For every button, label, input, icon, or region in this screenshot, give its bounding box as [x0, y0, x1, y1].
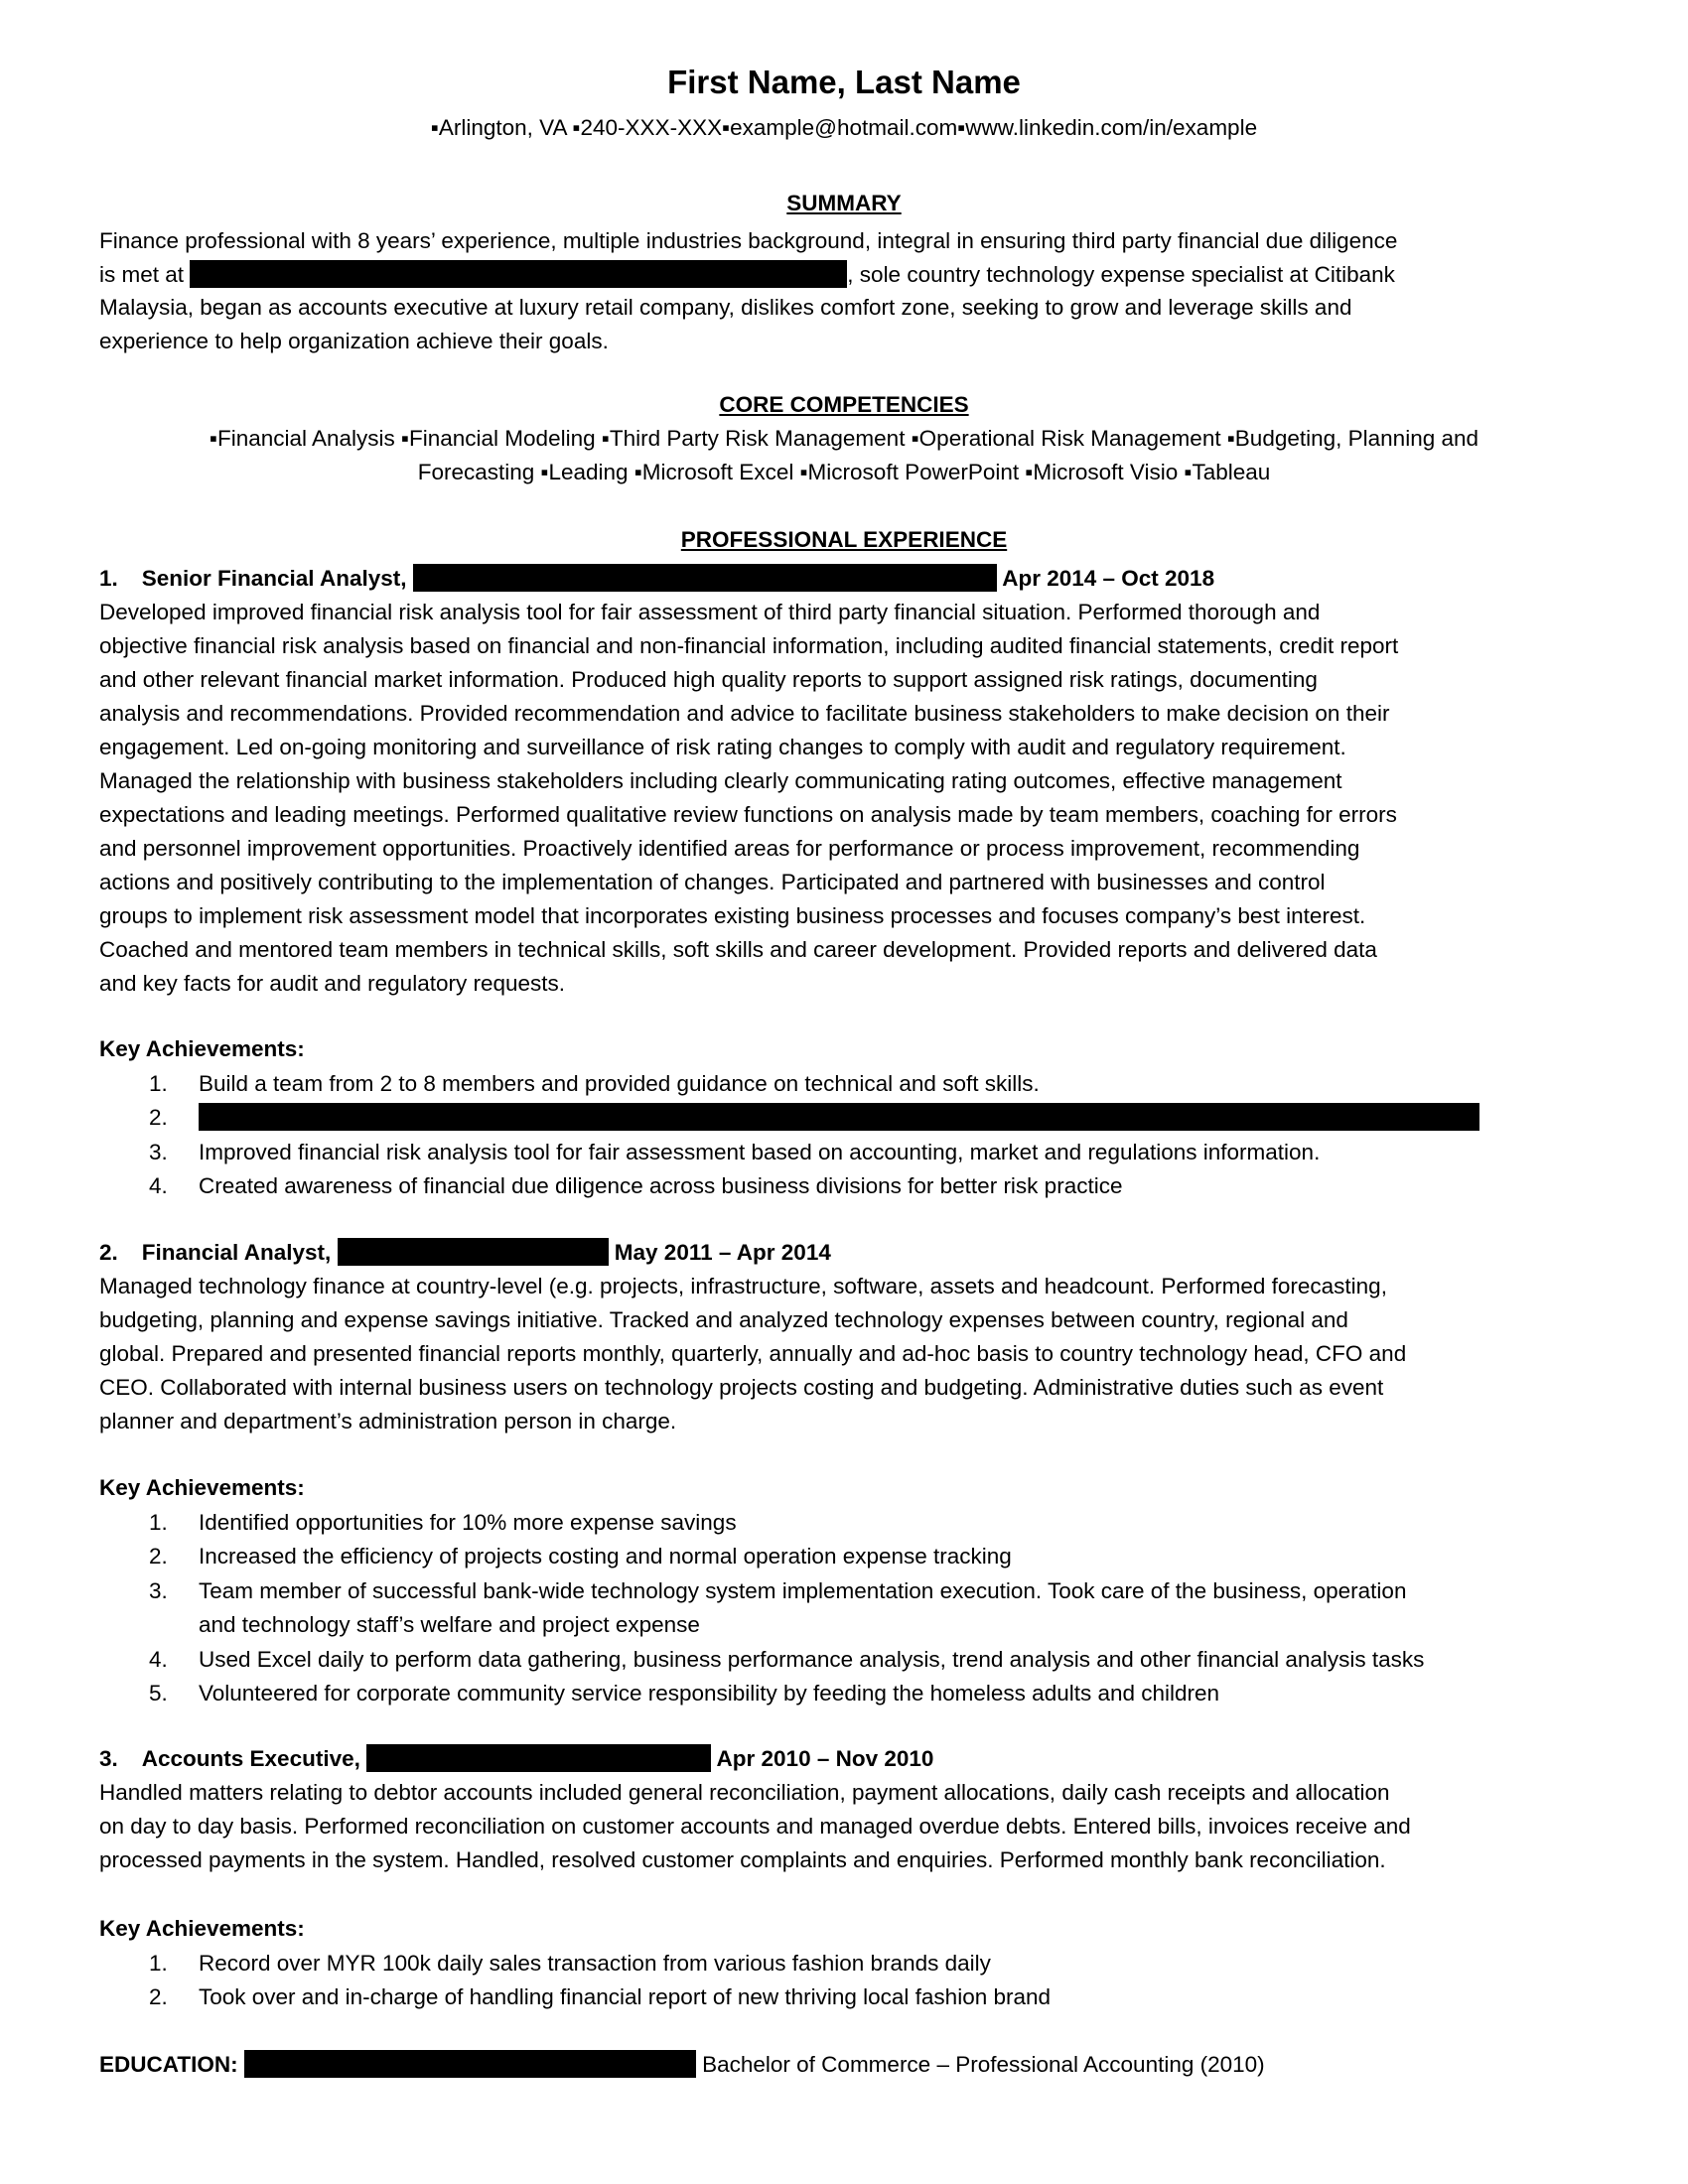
achievement-item [0, 1643, 1688, 1677]
achievement-number: 4. [149, 1646, 168, 1672]
key-achievements-label: Key Achievements: [99, 1916, 305, 1941]
achievement-text: Used Excel daily to perform data gathering, business performance analysis, trend analysis and other financial analysis tasks [199, 1646, 1425, 1672]
competencies-heading: CORE COMPETENCIES [719, 392, 969, 417]
job-description-line: Developed improved financial risk analysis tool for fair assessment of third party financial situation. Performed thorough and [99, 600, 1321, 624]
achievement-number: 2. [149, 1984, 168, 2009]
summary-text: is met at [99, 262, 185, 287]
achievement-item [0, 1574, 1688, 1608]
key-achievements-label: Key Achievements: [99, 1475, 305, 1500]
achievement-number: 3. [149, 1577, 168, 1603]
competencies-line: Forecasting ▪Leading ▪Microsoft Excel ▪Microsoft PowerPoint ▪Microsoft Visio ▪Tableau [417, 460, 1271, 484]
achievement-item [0, 1608, 1688, 1642]
job-title: Accounts Executive, [141, 1746, 360, 1771]
redacted-block [366, 1744, 711, 1772]
job-header [99, 562, 1214, 596]
job-description-line: engagement. Led on-going monitoring and surveillance of risk rating changes to comply with audit and regulatory requirement. [99, 735, 1346, 759]
summary-line [99, 258, 1395, 292]
redacted-block [244, 2050, 696, 2078]
candidate-name: First Name, Last Name [667, 64, 1021, 100]
achievement-item [0, 1136, 1688, 1169]
job-description-line: on day to day basis. Performed reconciliation on customer accounts and managed overdue debts. Entered bills, invoices receive and [99, 1814, 1411, 1839]
job-title: Financial Analyst, [141, 1240, 332, 1265]
achievement-number: 2. [149, 1544, 168, 1569]
achievement-number: 4. [149, 1173, 168, 1198]
achievement-text: Team member of successful bank-wide technology system implementation execution. Took care of the business, operation [199, 1577, 1407, 1603]
education-label: EDUCATION: [99, 2052, 238, 2077]
job-description-line: CEO. Collaborated with internal business users on technology projects costing and budgeting. Administrative duties such as event [99, 1375, 1384, 1400]
summary-line: Finance professional with 8 years’ experience, multiple industries background, integral in ensuring third party financial due diligence [99, 228, 1398, 253]
achievement-number: 1. [149, 1950, 168, 1976]
job-dates: May 2011 – Apr 2014 [614, 1240, 831, 1265]
redacted-block [413, 564, 997, 592]
job-dates: Apr 2010 – Nov 2010 [716, 1746, 934, 1771]
job-number: 2. [99, 1240, 118, 1265]
contact-info: ▪Arlington, VA ▪240-XXX-XXX▪example@hotmail.com▪www.linkedin.com/in/example [430, 115, 1258, 140]
achievement-item [0, 1067, 1688, 1101]
summary-line: experience to help organization achieve their goals. [99, 329, 609, 353]
achievement-item [0, 1677, 1688, 1710]
job-number: 1. [99, 566, 118, 591]
achievement-number: 3. [149, 1139, 168, 1164]
achievement-number: 5. [149, 1681, 168, 1706]
achievement-number: 1. [149, 1070, 168, 1096]
achievement-text: Build a team from 2 to 8 members and provided guidance on technical and soft skills. [199, 1070, 1040, 1096]
job-header [99, 1236, 831, 1270]
achievement-text: Identified opportunities for 10% more expense savings [199, 1509, 737, 1535]
achievement-text: Record over MYR 100k daily sales transaction from various fashion brands daily [199, 1950, 991, 1976]
job-description-line: and personnel improvement opportunities. Proactively identified areas for performance or process improvement, recommending [99, 836, 1360, 861]
education-degree: Bachelor of Commerce – Professional Accounting (2010) [702, 2052, 1265, 2077]
achievement-text: Volunteered for corporate community service responsibility by feeding the homeless adults and children [199, 1681, 1220, 1706]
summary-line: Malaysia, began as accounts executive at luxury retail company, dislikes comfort zone, seeking to grow and leverage skills and [99, 295, 1352, 320]
achievement-text: Created awareness of financial due diligence across business divisions for better risk practice [199, 1173, 1123, 1198]
key-achievements-label: Key Achievements: [99, 1036, 305, 1061]
achievement-number: 2. [149, 1105, 168, 1130]
experience-heading: PROFESSIONAL EXPERIENCE [680, 527, 1008, 552]
job-title: Senior Financial Analyst, [141, 566, 407, 591]
redacted-block [199, 1101, 1479, 1135]
job-header [99, 1742, 933, 1776]
achievement-item [0, 1947, 1688, 1980]
achievement-item [0, 1506, 1688, 1540]
redacted-block [338, 1238, 609, 1266]
education-line [99, 2048, 1265, 2082]
achievement-number: 1. [149, 1509, 168, 1535]
job-description-line: objective financial risk analysis based on financial and non-financial information, including audited financial statements, credit report [99, 633, 1399, 658]
competencies-line: ▪Financial Analysis ▪Financial Modeling ▪Third Party Risk Management ▪Operational Risk Management ▪Budgeting, Planning and [209, 426, 1479, 451]
job-description-line: and key facts for audit and regulatory requests. [99, 971, 566, 996]
achievement-item [0, 1101, 1688, 1135]
job-description-line: planner and department’s administration person in charge. [99, 1409, 677, 1433]
summary-text: , sole country technology expense specialist at Citibank [847, 262, 1395, 287]
achievement-text: Increased the efficiency of projects costing and normal operation expense tracking [199, 1544, 1012, 1569]
achievement-text: Took over and in-charge of handling financial report of new thriving local fashion brand [199, 1984, 1052, 2009]
job-description-line: Coached and mentored team members in technical skills, soft skills and career development. Provided reports and delivered data [99, 937, 1377, 962]
job-description-line: actions and positively contributing to the implementation of changes. Participated and partnered with businesses and control [99, 870, 1326, 894]
achievement-item [0, 1980, 1688, 2014]
job-dates: Apr 2014 – Oct 2018 [1002, 566, 1215, 591]
achievement-text: and technology staff’s welfare and project expense [199, 1612, 700, 1637]
job-description-line: Managed the relationship with business stakeholders including clearly communicating rating outcomes, effective management [99, 768, 1342, 793]
achievement-item [0, 1540, 1688, 1573]
job-description-line: expectations and leading meetings. Performed qualitative review functions on analysis made by team members, coaching for errors [99, 802, 1397, 827]
job-description-line: processed payments in the system. Handled, resolved customer complaints and enquiries. Performed monthly bank reconciliation. [99, 1847, 1386, 1872]
achievement-text: Improved financial risk analysis tool for fair assessment based on accounting, market and regulations information. [199, 1139, 1321, 1164]
summary-heading: SUMMARY [786, 191, 902, 215]
job-description-line: analysis and recommendations. Provided recommendation and advice to facilitate business stakeholders to make decision on their [99, 701, 1390, 726]
redacted-block [190, 260, 847, 288]
job-description-line: Managed technology finance at country-level (e.g. projects, infrastructure, software, assets and headcount. Performed forecasting, [99, 1274, 1387, 1298]
job-description-line: and other relevant financial market information. Produced high quality reports to support assigned risk ratings, documenting [99, 667, 1318, 692]
job-description-line: groups to implement risk assessment model that incorporates existing business processes and focuses company’s best interest. [99, 903, 1366, 928]
job-description-line: budgeting, planning and expense savings initiative. Tracked and analyzed technology expenses between country, regional and [99, 1307, 1348, 1332]
job-number: 3. [99, 1746, 118, 1771]
job-description-line: global. Prepared and presented financial reports monthly, quarterly, annually and ad-hoc basis to country technology head, CFO and [99, 1341, 1407, 1366]
job-description-line: Handled matters relating to debtor accounts included general reconciliation, payment allocations, daily cash receipts and allocation [99, 1780, 1390, 1805]
achievement-item [0, 1169, 1688, 1203]
